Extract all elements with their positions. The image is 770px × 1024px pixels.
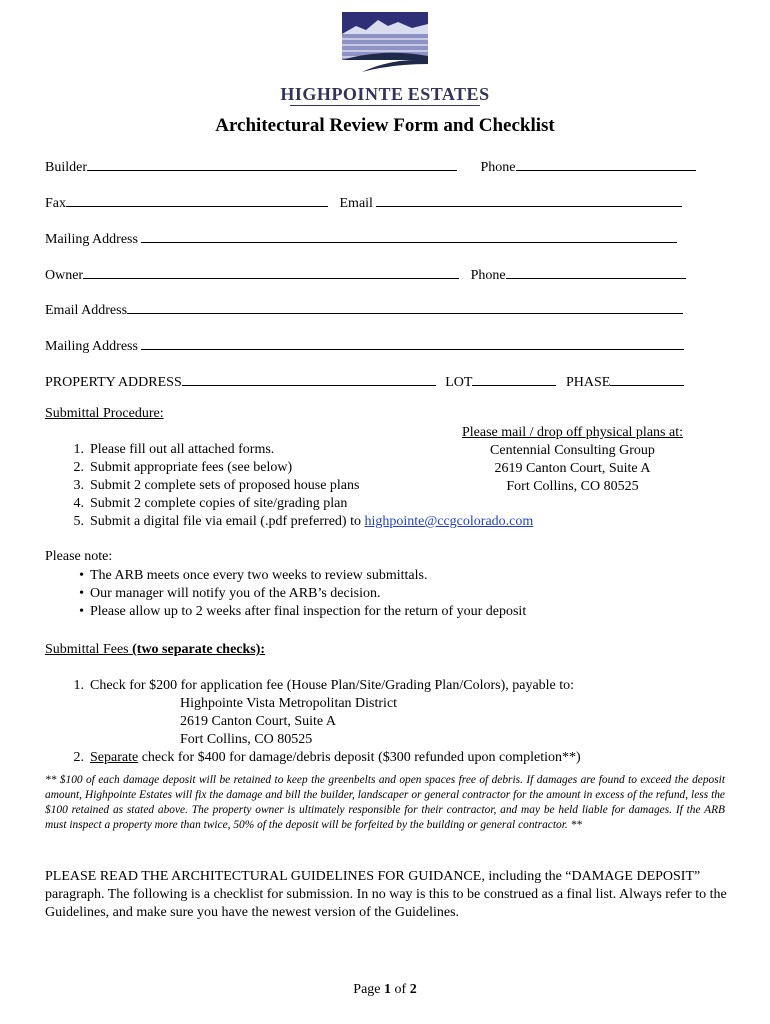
owner-phone-label: Phone [470,268,506,283]
builder-phone-field[interactable] [516,156,696,171]
phase-field[interactable] [610,371,684,386]
phase-label: PHASE [565,375,611,390]
guidance-paragraph: PLEASE READ THE ARCHITECTURAL GUIDELINES FOR GUIDANCE, including the “DAMAGE DEPOSIT” paragraph. The following is a checklist for submission. In no way is this to be construed as a final list. Always refer to the Guidelines, and make sure you have the newest version of the Guidelines. [45,869,727,920]
builder-email-field[interactable] [376,192,682,207]
lot-label: LOT [445,375,473,390]
owner-mailing-field[interactable] [141,335,684,350]
highpointe-logo [280,12,490,104]
owner-field[interactable] [83,264,459,279]
procedure-heading: Submittal Procedure: [45,406,164,421]
mailing-row [45,228,677,248]
builder-field[interactable] [87,156,457,171]
mail-to-line: Centennial Consulting Group [490,443,655,458]
owner-phone-field[interactable] [506,264,686,279]
owner-email-field[interactable] [127,299,683,314]
owner-mailing-label: Mailing Address [45,339,138,354]
mail-to-line: 2619 Canton Court, Suite A [494,461,651,476]
logo-wordmark: HIGHPOINTE ESTATES [280,84,490,104]
builder-phone-label: Phone [480,160,516,175]
deposit-fineprint: ** $100 of each damage deposit will be retained to keep the greenbelts and open spaces free of debris. If damages are found to exceed the deposit amount, Highpointe Estates will fix the damage and bill the builder, landscaper or general contractor for the amount in excess of the refund, less the $100 retained as stated above. The property owner is ultimately responsible for their contractor, and may be held liable for damages. If the ARB must inspect a property more than twice, 50% of the deposit will be forfeited by the building or general contractor. ** [45,774,725,831]
fax-field[interactable] [66,192,328,207]
mail-to-block [440,424,705,496]
property-row [45,371,684,391]
owner-email-label: Email Address [45,303,128,318]
mail-to-line: Fort Collins, CO 80525 [506,479,639,494]
owner-email-row [45,299,683,319]
owner-row [45,264,686,284]
owner-label: Owner [45,268,84,283]
property-address-field[interactable] [182,371,436,386]
fax-row [45,192,682,212]
mountain-logo-icon [342,12,428,80]
builder-email-label: Email [339,196,373,211]
lot-field[interactable] [472,371,556,386]
page-number: Page 1 of 2 [353,982,417,997]
page-title: Architectural Review Form and Checklist [215,115,555,136]
mail-to-heading: Please mail / drop off physical plans at: [462,425,683,440]
mailing-address-field[interactable] [141,228,677,243]
fax-label: Fax [45,196,66,211]
logo-underline [290,105,480,106]
property-address-label: PROPERTY ADDRESS [45,375,182,390]
mailing-address-label: Mailing Address [45,232,138,247]
owner-mailing-row [45,335,684,355]
builder-label: Builder [45,160,87,175]
notes-heading: Please note: [45,549,113,564]
builder-row [45,156,696,176]
fees-heading: Submittal Fees (two separate checks): [45,642,266,657]
email-link[interactable]: highpointe@ccgcolorado.com [364,514,534,529]
